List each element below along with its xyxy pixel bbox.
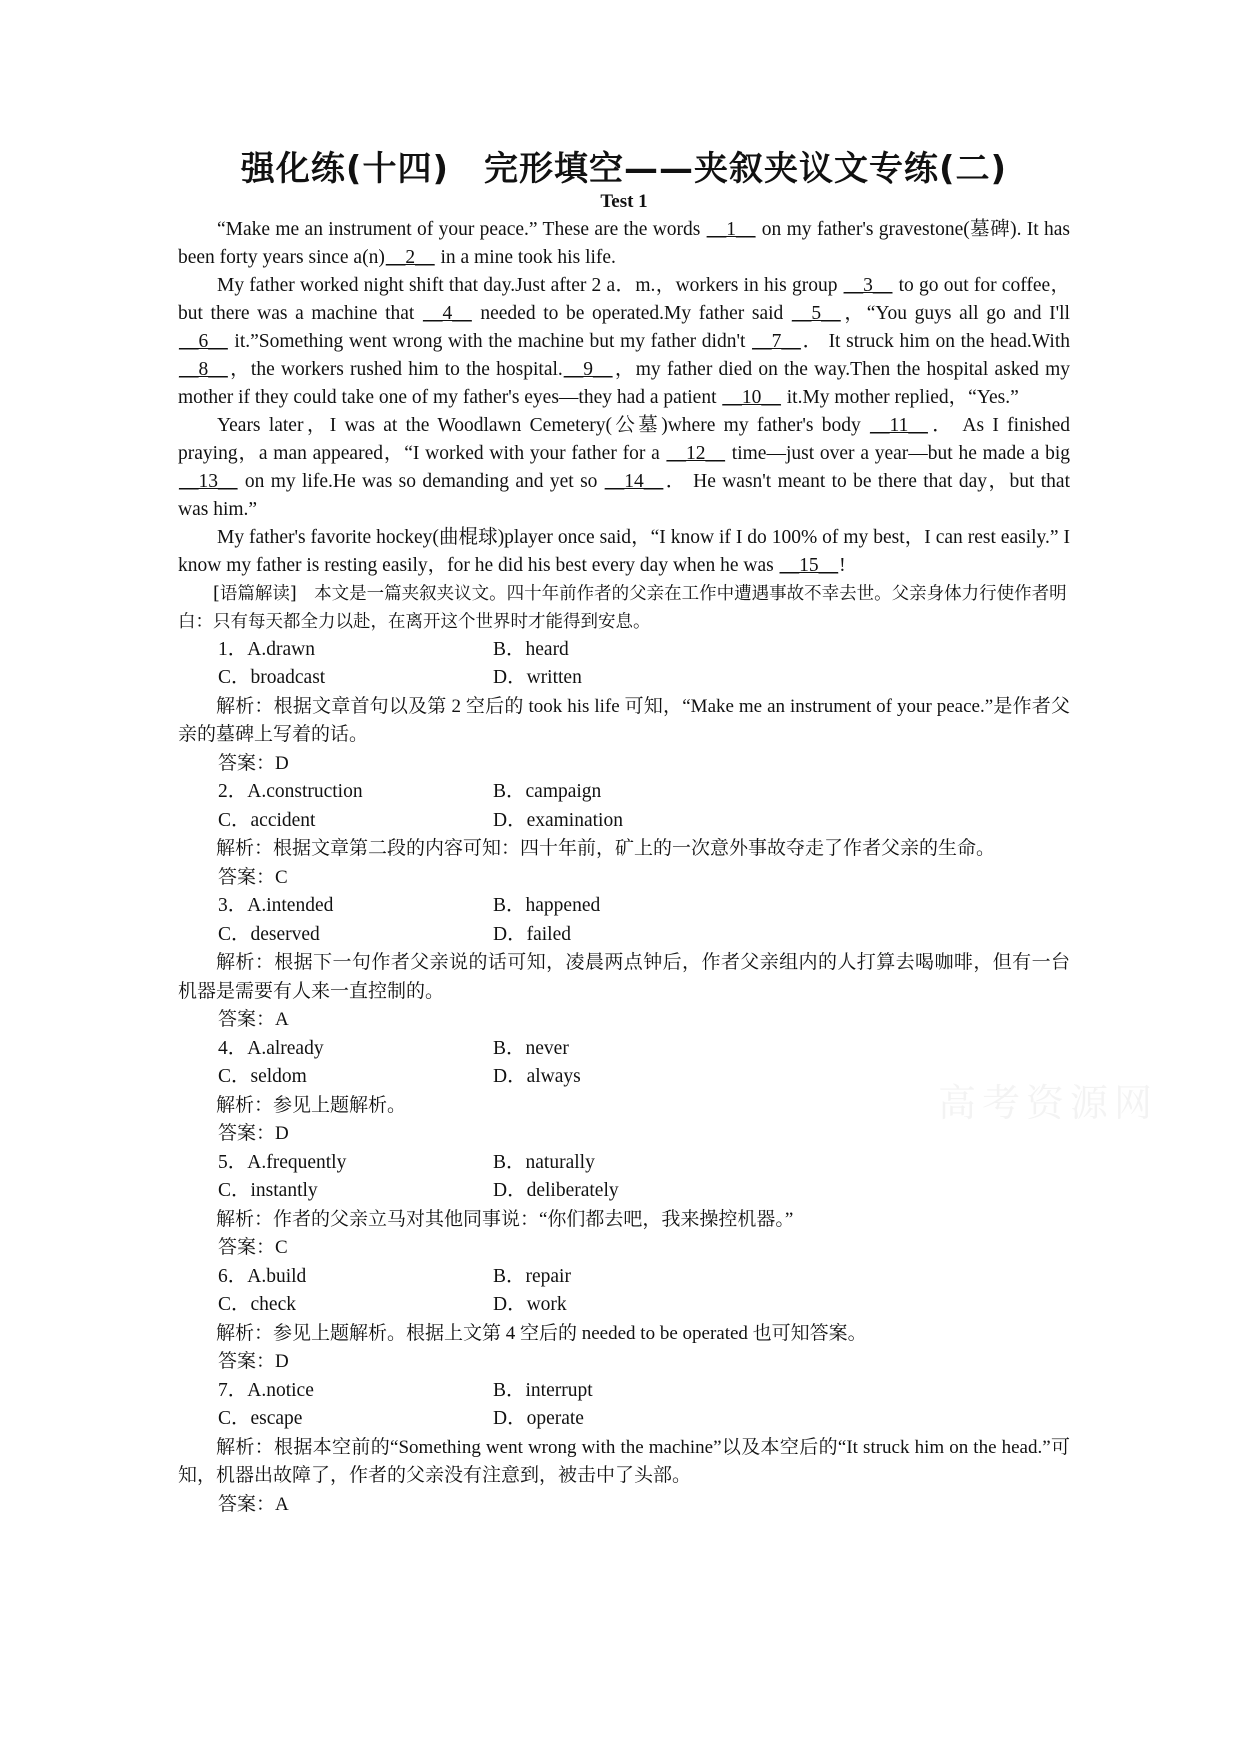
cloze-blank: __10__ — [722, 386, 781, 408]
options-row — [178, 1035, 1070, 1064]
test-subtitle: Test 1 — [600, 191, 648, 213]
option-d: D．written — [493, 667, 582, 689]
option-a: 5．A.frequently — [218, 1151, 347, 1173]
option-a: 3．A.intended — [218, 895, 334, 917]
cloze-blank: __1__ — [706, 218, 756, 240]
question-block — [178, 1035, 1070, 1149]
question-block — [178, 1377, 1070, 1520]
explanation: 解析：作者的父亲立马对其他同事说：“你们都去吧，我来操控机器。” — [216, 1208, 794, 1230]
options-row — [178, 636, 1070, 665]
option-c: C．seldom — [218, 1066, 307, 1088]
passage-text: it.My mother replied，“Yes.” — [781, 386, 1019, 408]
explanation: 解析：根据文章首句以及第 2 空后的 took his life 可知，“Make me an instrument of your peace.”是作者父亲的墓碑上写着的话。 — [178, 695, 1070, 746]
question-block — [178, 636, 1070, 779]
passage-text: on my life.He was so demanding and yet so — [238, 470, 604, 492]
cloze-blank: __8__ — [179, 358, 228, 380]
cloze-blank: __5__ — [791, 302, 841, 324]
passage-text: “Make me an instrument of your peace.” These are the words — [217, 218, 706, 240]
passage-text: ． He wasn't meant to be there that day，but that was him.” — [178, 470, 1070, 520]
passage-text: My father worked night shift that day.Just after 2 a．m.，workers in his group — [217, 274, 843, 296]
option-c: C．escape — [218, 1408, 303, 1430]
answer: 答案：A — [218, 1009, 289, 1031]
option-c: C．instantly — [218, 1180, 318, 1202]
question-list — [178, 636, 1070, 1520]
option-b: B．happened — [493, 895, 601, 917]
option-d: D．examination — [493, 809, 623, 831]
passage-text: in a mine took his life. — [435, 246, 616, 268]
explanation: 解析：根据文章第二段的内容可知：四十年前，矿上的一次意外事故夺走了作者父亲的生命。 — [216, 838, 996, 860]
explanation: 解析：参见上题解析。 — [216, 1094, 407, 1116]
option-d: D．operate — [493, 1408, 584, 1430]
answer: 答案：D — [218, 1351, 289, 1373]
option-c: C．broadcast — [218, 667, 326, 689]
cloze-blank: __6__ — [179, 330, 228, 352]
options-row — [178, 807, 1070, 836]
options-row — [178, 1149, 1070, 1178]
option-b: B．heard — [493, 638, 569, 660]
passage-paragraph-4 — [178, 524, 1070, 580]
options-row — [178, 1177, 1070, 1206]
passage-text: needed to be operated.My father said — [472, 302, 791, 324]
passage-text: ，the workers rushed him to the hospital. — [228, 358, 563, 380]
passage-analysis-note: [语篇解读] 本文是一篇夹叙夹议文。四十年前作者的父亲在工作中遭遇事故不幸去世。父亲身体力行使作者明白：只有每天都全力以赴，在离开这个世界时才能得到安息。 — [178, 583, 1067, 632]
passage-text: ! — [839, 554, 846, 576]
option-c: C．check — [218, 1294, 296, 1316]
option-a: 7．A.notice — [218, 1379, 314, 1401]
passage-text: time—just over a year—but he made a big — [726, 442, 1070, 464]
question-block — [178, 892, 1070, 1035]
passage-text: Years later，I was at the Woodlawn Cemetery(公墓)where my father's body — [217, 414, 870, 436]
option-a: 6．A.build — [218, 1265, 307, 1287]
answer: 答案：C — [218, 866, 288, 888]
explanation: 解析：根据本空前的“Something went wrong with the machine”以及本空后的“It struck him on the head.”可知，机器出故障了，作者的父亲没有注意到，被击中了头部。 — [178, 1436, 1070, 1487]
cloze-blank: __14__ — [604, 470, 664, 492]
options-row — [178, 921, 1070, 950]
explanation: 解析：参见上题解析。根据上文第 4 空后的 needed to be operated 也可知答案。 — [216, 1322, 867, 1344]
cloze-blank: __12__ — [666, 442, 726, 464]
option-d: D．work — [493, 1294, 567, 1316]
options-row — [178, 1263, 1070, 1292]
options-row — [178, 1377, 1070, 1406]
explanation: 解析：根据下一句作者父亲说的话可知，凌晨两点钟后，作者父亲组内的人打算去喝咖啡，但有一台机器是需要有人来一直控制的。 — [178, 952, 1070, 1002]
option-b: B．never — [493, 1037, 569, 1059]
passage-text: it.”Something went wrong with the machine but my father didn't — [228, 330, 752, 352]
cloze-blank: __4__ — [422, 302, 472, 324]
cloze-blank: __11__ — [870, 414, 928, 436]
cloze-blank: __9__ — [563, 358, 613, 380]
passage-text: to go out for coffee，but there was a machine that — [178, 274, 1070, 324]
passage-text: My father's favorite hockey(曲棍球)player once said，“I know if I do 100% of my best，I can rest easily.” I know my father is resting easily，for he did his best every day when he was — [178, 526, 1070, 576]
option-d: D．deliberately — [493, 1180, 619, 1202]
passage-text: ． As I finished praying，a man appeared，“I worked with your father for a — [178, 414, 1070, 464]
passage-text: ． It struck him on the head.With — [801, 330, 1070, 352]
option-a: 2．A.construction — [218, 781, 363, 803]
options-row — [178, 1405, 1070, 1434]
options-row — [178, 1063, 1070, 1092]
options-row — [178, 778, 1070, 807]
passage-text: on my father's gravestone(墓碑). It has been forty years since a(n) — [178, 218, 1071, 268]
option-a: 4．A.already — [218, 1037, 324, 1059]
answer: 答案：C — [218, 1237, 288, 1259]
answer: 答案：A — [218, 1493, 289, 1515]
question-block — [178, 1149, 1070, 1263]
answer: 答案：D — [218, 752, 289, 774]
options-row — [178, 892, 1070, 921]
option-b: B．campaign — [493, 781, 602, 803]
cloze-blank: __15__ — [779, 554, 839, 576]
passage-paragraph-2 — [178, 272, 1070, 412]
option-a: 1．A.drawn — [218, 638, 315, 660]
option-b: B．repair — [493, 1265, 571, 1287]
options-row — [178, 664, 1070, 693]
cloze-blank: __7__ — [752, 330, 801, 352]
option-d: D．failed — [493, 923, 571, 945]
passage-paragraph-1 — [178, 216, 1070, 272]
option-c: C．accident — [218, 809, 316, 831]
option-c: C．deserved — [218, 923, 320, 945]
answer: 答案：D — [218, 1123, 289, 1145]
cloze-passage — [178, 216, 1070, 580]
question-block — [178, 1263, 1070, 1377]
passage-paragraph-3 — [178, 412, 1070, 524]
document-page — [178, 150, 1070, 1519]
option-d: D．always — [493, 1066, 581, 1088]
cloze-blank: __2__ — [385, 246, 435, 268]
cloze-blank: __3__ — [843, 274, 893, 296]
passage-text: ，my father died on the way.Then the hospital asked my mother if they could take one of my father's eyes—they had a patient — [178, 358, 1070, 408]
passage-text: ，“You guys all go and I'll — [841, 302, 1070, 324]
cloze-blank: __13__ — [179, 470, 238, 492]
option-b: B．naturally — [493, 1151, 595, 1173]
watermark: 高考资源网 — [938, 1081, 1159, 1125]
question-block — [178, 778, 1070, 892]
page-title: 强化练(十四) 完形填空——夹叙夹议文专练(二) — [240, 149, 1008, 189]
options-row — [178, 1291, 1070, 1320]
option-b: B．interrupt — [493, 1379, 593, 1401]
